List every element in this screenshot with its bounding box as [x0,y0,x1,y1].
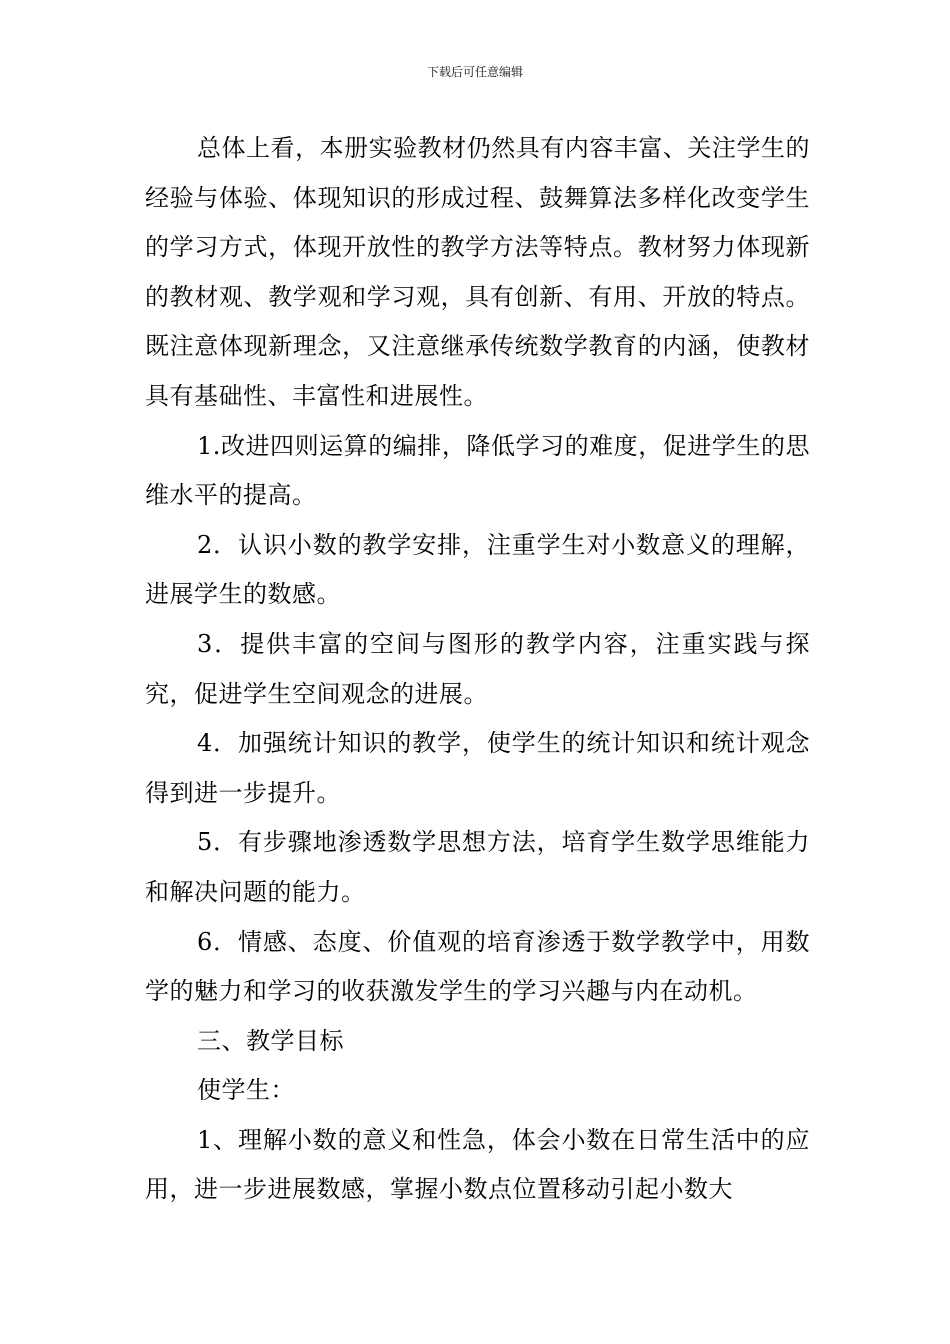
header-note: 下载后可任意编辑 [426,65,523,79]
paragraph-overview: 总体上看，本册实验教材仍然具有内容丰富、关注学生的经验与体验、体现知识的形成过程、鼓舞算法多样化改变学生的学习方式，体现开放性的教学方法等特点。教材努力体现新的教材观、教学观和学习观，具有创新、有用、开放的特点。既注意体现新理念，又注意继承传统数学教育的内涵，使教材具有基础性、丰富性和进展性。 [145,134,810,410]
paragraph-goal-1: 1、理解小数的意义和性急，体会小数在日常生活中的应用，进一步进展数感，掌握小数点位置移动引起小数大 [145,1125,810,1204]
paragraph-point-5: 5．有步骤地渗透数学思想方法，培育学生数学思维能力和解决问题的能力。 [145,828,810,906]
paragraph-point-4: 4．加强统计知识的教学，使学生的统计知识和统计观念得到进一步提升。 [145,729,810,807]
paragraph-point-6: 6．情感、态度、价值观的培育渗透于数学教学中，用数学的魅力和学习的收获激发学生的学习兴趣与内在动机。 [145,927,810,1006]
document-body [145,124,810,1215]
section-heading-teaching-goals: 三、教学目标 [197,1026,344,1055]
paragraph-point-3: 3．提供丰富的空间与图形的教学内容，注重实践与探究，促进学生空间观念的进展。 [145,629,810,708]
paragraph-intro: 使学生： [197,1076,295,1105]
paragraph-point-1: 1.改进四则运算的编排，降低学习的难度，促进学生的思维水平的提高。 [145,431,810,510]
paragraph-point-2: 2．认识小数的教学安排，注重学生对小数意义的理解，进展学生的数感。 [145,530,810,609]
